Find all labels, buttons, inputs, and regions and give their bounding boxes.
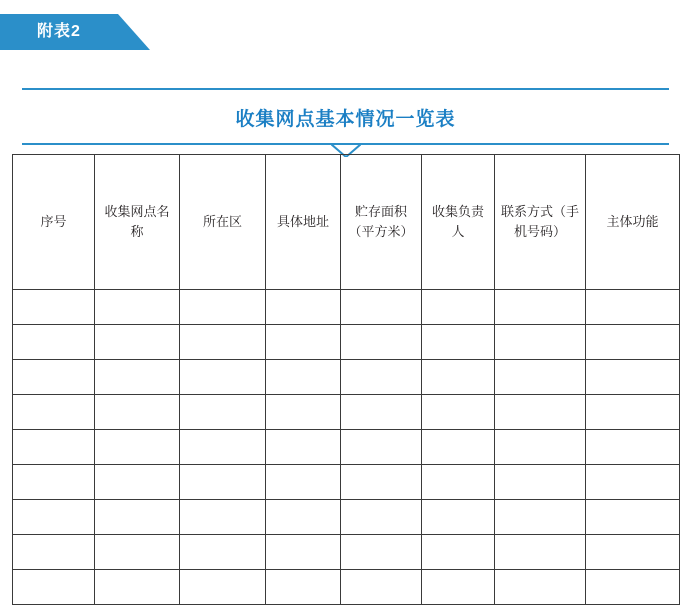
table-cell[interactable] (95, 360, 180, 395)
table-cell[interactable] (422, 465, 495, 500)
title-top-rule (22, 88, 669, 90)
table-cell[interactable] (586, 325, 680, 360)
column-header-storage-area: 贮存面积（平方米） (341, 155, 422, 290)
table-cell[interactable] (180, 570, 266, 605)
table-cell[interactable] (341, 570, 422, 605)
table-cell[interactable] (586, 465, 680, 500)
table-cell[interactable] (95, 395, 180, 430)
table-cell[interactable] (266, 430, 341, 465)
table-cell[interactable] (180, 465, 266, 500)
column-header-address: 具体地址 (266, 155, 341, 290)
table-cell[interactable] (13, 325, 95, 360)
table-cell[interactable] (586, 500, 680, 535)
table-row (13, 395, 680, 430)
table-cell[interactable] (13, 360, 95, 395)
table-cell[interactable] (341, 465, 422, 500)
table-cell[interactable] (586, 360, 680, 395)
table-cell[interactable] (422, 570, 495, 605)
table-row (13, 290, 680, 325)
table-cell[interactable] (13, 395, 95, 430)
table-cell[interactable] (266, 535, 341, 570)
table-cell[interactable] (586, 535, 680, 570)
table-cell[interactable] (495, 535, 586, 570)
table-cell[interactable] (422, 500, 495, 535)
table-cell[interactable] (180, 325, 266, 360)
table-cell[interactable] (341, 325, 422, 360)
table-cell[interactable] (586, 570, 680, 605)
table-cell[interactable] (586, 430, 680, 465)
column-header-manager: 收集负责人 (422, 155, 495, 290)
table-cell[interactable] (341, 535, 422, 570)
title-block (22, 88, 669, 157)
table-cell[interactable] (266, 395, 341, 430)
table-header-row (13, 155, 680, 290)
table-cell[interactable] (95, 465, 180, 500)
table-row (13, 500, 680, 535)
table-cell[interactable] (422, 325, 495, 360)
table-cell[interactable] (586, 395, 680, 430)
table-cell[interactable] (495, 290, 586, 325)
table-cell[interactable] (180, 395, 266, 430)
table-cell[interactable] (341, 360, 422, 395)
column-header-site-name: 收集网点名称 (95, 155, 180, 290)
table-row (13, 465, 680, 500)
table-cell[interactable] (341, 290, 422, 325)
table-cell[interactable] (13, 535, 95, 570)
table-cell[interactable] (13, 500, 95, 535)
table-cell[interactable] (422, 430, 495, 465)
table-cell[interactable] (95, 535, 180, 570)
column-header-district: 所在区 (180, 155, 266, 290)
table-cell[interactable] (341, 500, 422, 535)
column-header-contact: 联系方式（手机号码） (495, 155, 586, 290)
table-row (13, 430, 680, 465)
table-cell[interactable] (95, 290, 180, 325)
page-title: 收集网点基本情况一览表 (235, 109, 456, 130)
table-cell[interactable] (586, 290, 680, 325)
table-cell[interactable] (13, 290, 95, 325)
table-cell[interactable] (422, 290, 495, 325)
table-row (13, 325, 680, 360)
table-cell[interactable] (95, 500, 180, 535)
collection-sites-table (12, 154, 680, 605)
table-cell[interactable] (13, 465, 95, 500)
column-header-index: 序号 (13, 155, 95, 290)
table-cell[interactable] (266, 360, 341, 395)
table-cell[interactable] (495, 570, 586, 605)
table-cell[interactable] (266, 290, 341, 325)
table-cell[interactable] (266, 570, 341, 605)
table-cell[interactable] (180, 500, 266, 535)
table-cell[interactable] (495, 360, 586, 395)
table-cell[interactable] (495, 395, 586, 430)
table-cell[interactable] (13, 570, 95, 605)
table-cell[interactable] (266, 325, 341, 360)
table-body (13, 290, 680, 605)
table-cell[interactable] (495, 430, 586, 465)
column-header-function: 主体功能 (586, 155, 680, 290)
table-cell[interactable] (13, 430, 95, 465)
table-cell[interactable] (180, 290, 266, 325)
table-cell[interactable] (95, 570, 180, 605)
table-cell[interactable] (95, 325, 180, 360)
table-cell[interactable] (180, 360, 266, 395)
table-cell[interactable] (341, 395, 422, 430)
table-cell[interactable] (180, 430, 266, 465)
table-cell[interactable] (266, 465, 341, 500)
table-row (13, 570, 680, 605)
table-cell[interactable] (495, 465, 586, 500)
header-banner (0, 14, 150, 50)
table-row (13, 360, 680, 395)
table-cell[interactable] (180, 535, 266, 570)
table-cell[interactable] (266, 500, 341, 535)
table-cell[interactable] (341, 430, 422, 465)
table-row (13, 535, 680, 570)
table-cell[interactable] (95, 430, 180, 465)
table-cell[interactable] (422, 535, 495, 570)
table-cell[interactable] (495, 500, 586, 535)
table-cell[interactable] (422, 360, 495, 395)
form-table-wrapper (12, 154, 679, 605)
banner-label: 附表2 (37, 23, 81, 40)
table-cell[interactable] (422, 395, 495, 430)
table-cell[interactable] (495, 325, 586, 360)
